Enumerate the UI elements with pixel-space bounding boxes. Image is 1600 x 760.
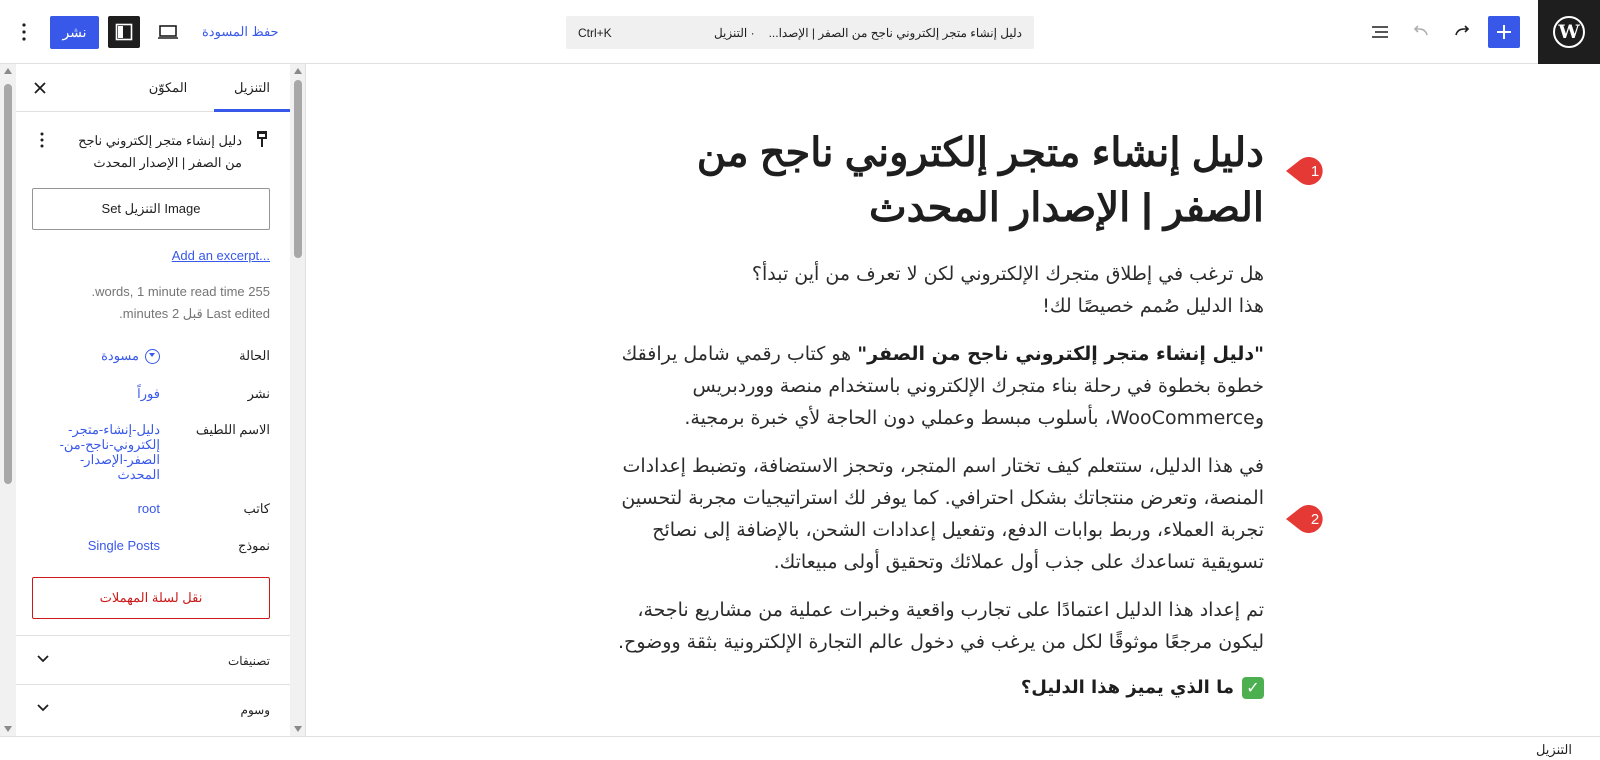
tags-panel[interactable] [16, 684, 290, 732]
post-content [604, 126, 1264, 702]
sidebar-toggle-icon [114, 22, 134, 42]
heading-block[interactable] [604, 674, 1264, 702]
add-excerpt-link[interactable]: Add an excerpt... [171, 248, 270, 263]
annotation-marker-1 [1284, 154, 1334, 188]
tags-panel-title: وسوم [240, 703, 270, 717]
move-to-trash-button[interactable]: نقل لسلة المهملات [32, 577, 270, 619]
marker-number: 2 [1310, 511, 1320, 528]
redo-icon [1452, 22, 1472, 42]
publish-button[interactable]: نشر [50, 16, 99, 49]
scrollbar-thumb[interactable] [294, 80, 302, 258]
draft-status-icon [145, 349, 160, 364]
sidebar-scrollbar-right[interactable] [290, 64, 306, 736]
paragraph-line: هذا الدليل صُمم خصيصًا لك! [1042, 295, 1264, 317]
sidebar-content [16, 64, 290, 736]
sidebar-scrollbar-left[interactable] [0, 64, 16, 736]
settings-sidebar [0, 64, 306, 736]
more-vertical-icon [22, 23, 26, 41]
paragraph-block[interactable] [604, 338, 1264, 434]
set-featured-image-button[interactable]: Set التنزيل Image [32, 188, 270, 230]
editor-header [0, 0, 1600, 64]
author-label: كاتب [243, 501, 270, 516]
scroll-down-arrow[interactable] [294, 726, 302, 732]
post-card-title: دليل إنشاء متجر إلكتروني ناجح من الصفر | الإصدار المحدث [78, 133, 242, 170]
close-icon [33, 81, 47, 95]
template-value[interactable]: Single Posts [87, 538, 160, 553]
scrollbar-thumb[interactable] [4, 84, 12, 484]
more-vertical-icon [40, 132, 44, 148]
list-view-icon [1370, 22, 1390, 42]
post-actions-button[interactable] [34, 128, 50, 152]
paragraph-block[interactable]: تم إعداد هذا الدليل اعتمادًا على تجارب واقعية وخبرات عملية من مشاريع ناجحة، ليكون مرجعًا موثوقًا لكل من يرغب في دخول عالم التجارة الإلكترونية بثقة ووضوح. [618, 599, 1264, 653]
tab-post[interactable]: التنزيل [214, 64, 290, 112]
plus-icon [1495, 23, 1513, 41]
categories-panel[interactable] [16, 635, 290, 683]
paragraph-block[interactable]: في هذا الدليل، ستتعلم كيف تختار اسم المتجر، وتحجز الاستضافة، وتضبط إعدادات المنصة، وتعرض منتجاتك بشكل احترافي. كما يوفر لك استراتيجيات مجربة لتحسين تجربة العملاء، وربط بوابات الدفع، وتفعيل إعدادات الشحن، بالإضافة إلى نصائح تسويقية تساعدك على جذب أول عملائك وتحقيق أولى مبيعاتك. [621, 455, 1264, 573]
command-palette-bar[interactable] [566, 16, 1034, 49]
block-breadcrumb-bar [0, 736, 1600, 760]
marker-number: 1 [1310, 163, 1320, 180]
tab-block[interactable]: المكوّن [148, 80, 188, 95]
block-inserter-button[interactable] [1488, 16, 1520, 48]
publish-value[interactable]: فوراً [137, 386, 160, 401]
document-overview-button[interactable] [1364, 16, 1396, 48]
post-pin-icon [254, 130, 270, 148]
sidebar-tabs [16, 64, 290, 112]
settings-sidebar-toggle[interactable] [108, 16, 140, 48]
save-draft-button[interactable]: حفظ المسودة [202, 24, 279, 39]
scroll-down-arrow[interactable] [4, 726, 12, 732]
categories-panel-title: تصنيفات [227, 654, 270, 668]
redo-button[interactable] [1446, 16, 1478, 48]
keyboard-shortcut-label: Ctrl+K [578, 25, 612, 40]
status-value-text: مسودة [101, 348, 139, 363]
paragraph-line: هل ترغب في إطلاق متجرك الإلكتروني لكن لا تعرف من أين تبدأ؟ [751, 263, 1264, 285]
check-mark-icon: ✓ [1242, 677, 1264, 699]
slug-value[interactable]: دليل-إنشاء-متجر-إلكتروني-ناجح-من-الصفر-الإصدار-المحدث [59, 422, 160, 482]
breadcrumb-item[interactable]: التنزيل [1535, 742, 1572, 757]
desktop-view-icon [157, 24, 179, 40]
post-title-field[interactable]: دليل إنشاء متجر إلكتروني ناجح من الصفر | الإصدار المحدث [696, 131, 1264, 230]
template-label: نموذج [237, 538, 270, 553]
post-summary-card [16, 124, 290, 180]
undo-icon [1411, 22, 1431, 42]
bold-text: "دليل إنشاء متجر إلكتروني ناجح من الصفر" [857, 343, 1264, 365]
scroll-up-arrow[interactable] [294, 68, 302, 74]
wordpress-logo-icon[interactable]: W [1538, 0, 1600, 64]
document-title: دليل إنشاء متجر إلكتروني ناجح من الصفر | الإصدا... [768, 25, 1022, 40]
annotation-marker-2 [1284, 502, 1334, 536]
paragraph-text: هو كتاب رقمي شامل يرافقك خطوة بخطوة في رحلة بناء متجرك الإلكتروني باستخدام منصة ووردبريس وWooCommerce، بأسلوب مبسط وعملي دون الحاجة لأي خبرة برمجية. [621, 343, 1264, 429]
paragraph-block[interactable] [604, 258, 1264, 322]
heading-text: ما الذي يميز هذا الدليل؟ [1020, 677, 1234, 698]
preview-device-button[interactable] [152, 16, 184, 48]
scroll-up-arrow[interactable] [4, 68, 12, 74]
undo-button[interactable] [1405, 16, 1437, 48]
close-sidebar-button[interactable] [30, 78, 50, 98]
word-count-text: 255 words, 1 minute read time. [91, 284, 270, 299]
options-menu-button[interactable] [10, 16, 38, 48]
author-value[interactable]: root [137, 501, 160, 516]
post-meta-info [30, 281, 270, 325]
editor-canvas [306, 64, 1600, 736]
chevron-down-icon [36, 703, 50, 713]
status-value[interactable] [30, 348, 160, 364]
chevron-down-icon [36, 654, 50, 664]
status-label: الحالة [239, 348, 270, 363]
slug-label: الاسم اللطيف [195, 422, 270, 437]
document-type-label: · التنزيل [713, 25, 755, 40]
last-edited-text: Last edited قبل 2 minutes. [119, 306, 270, 321]
publish-label: نشر [247, 386, 270, 401]
